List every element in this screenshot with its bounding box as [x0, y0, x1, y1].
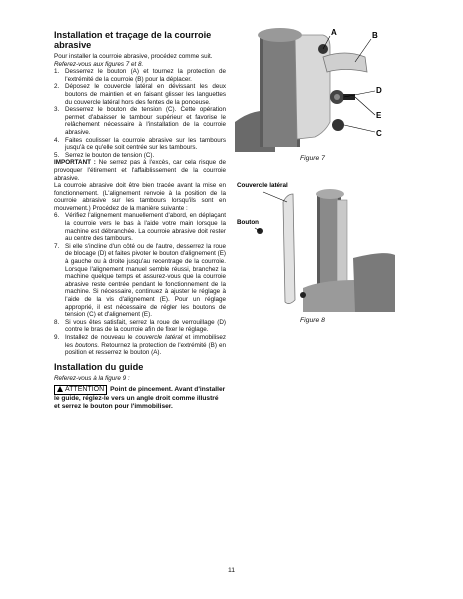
- section-title-belt: Installation et traçage de la courroie abrasive: [54, 30, 212, 50]
- figure-8-label-knob: Bouton: [237, 219, 260, 226]
- list-item: 6. Vérifiez l'alignement manuellement d'abord, en déplaçant la courroie vers le bas à l'aide votre main lorsque la machine est débranchée. La courroie abrasive doit rester au centre des tambours.: [54, 212, 226, 243]
- figure-8: [235, 180, 395, 312]
- figure-8-caption: Figure 8: [300, 317, 325, 324]
- warning-triangle-icon: [57, 386, 63, 392]
- figure-7-label-a: A: [331, 28, 337, 37]
- alignment-paragraph: La courroie abrasive doit être bien tracée avant la mise en fonctionnement. (L'alignement renvoie à la position de la courroie abrasive sur les tambours lorsqu'ils sont en mouvement.) Procédez de la manière suivante :: [54, 182, 226, 212]
- important-note: [54, 159, 226, 182]
- steps-list-2: [54, 212, 226, 356]
- figure-7: [235, 27, 395, 152]
- intro-figure-ref: Referez-vous aux figures 7 et 8.: [54, 60, 144, 68]
- figure-7-illustration: [235, 27, 395, 152]
- figure-7-label-b: B: [372, 31, 378, 40]
- guide-figure-ref: Referez-vous à la figure 9 :: [54, 374, 130, 382]
- attention-badge: ATTENTION: [54, 385, 107, 395]
- list-item: 3. Desserrez le bouton de tension (C). Cette opération permet d'abaisser le tambour supérieur et favorise le relâchement nécessaire à l'installation de la courroie abrasive.: [54, 106, 226, 136]
- figure-7-label-c: C: [376, 129, 382, 138]
- figure-7-caption: Figure 7: [300, 155, 325, 162]
- list-item: 2. Déposez le couvercle latéral en dévissant les deux boutons de maintien et en faisant glisser les languettes du couvercle latéral hors des fentes de la ponceuse.: [54, 83, 226, 106]
- important-text: Ne serrez pas à l'excès, car cela risque de provoquer l'étirement et l'affaiblissement de la courroie abrasive.: [54, 159, 227, 182]
- list-item: 7. Si elle s'incline d'un côté ou de l'autre, desserrez la roue de blocage (D) et faites pivoter le bouton d'alignement (E) à gauche ou à droite jusqu'au recentrage de la courroie. Lorsque l'alignement manuel semble réussi, branchez la machine quelque temps et assurez-vous que la courroie abrasive reste centrée pendant le fonctionnement de la machine. Si nécessaire, continuez à ajuster le réglage à l'aide de la vis d'alignement (E). Pour un réglage approprié, il est nécessaire de régler les boutons de tension (C) et d'alignement (E).: [54, 242, 226, 319]
- page-number: 11: [227, 567, 236, 574]
- intro-text: Pour installer la courroie abrasive, procédez comme suit.: [54, 53, 213, 60]
- figure-7-label-e: E: [376, 111, 382, 120]
- intro-paragraph: [54, 53, 226, 68]
- section-title-guide: Installation du guide: [54, 361, 144, 372]
- list-item: 1. Desserrez le bouton (A) et tournez la protection de l'extrémité de la courroie (B) pour la déplacer.: [54, 68, 226, 83]
- figure-7-label-d: D: [376, 86, 382, 95]
- attention-text: Point de pincement. Avant d'installer le guide, réglez-le vers un angle droit comme illustré et serrez le bouton pour l'immobiliser.: [54, 386, 226, 411]
- figure-8-illustration: [235, 180, 395, 312]
- text-column: [54, 30, 226, 411]
- list-item: 9. Installez de nouveau le couvercle latéral et immobilisez les boutons. Retournez la protection de l'extrémité (B) en position et resserrez le bouton (A).: [54, 333, 226, 357]
- list-item: 5. Serrez le bouton de tension (C).: [54, 151, 155, 159]
- list-item: 4. Faites coulisser la courroie abrasive sur les tambours jusqu'à ce qu'elle soit centrée sur les tambours.: [54, 136, 226, 152]
- list-item: 8. Si vous êtes satisfait, serrez la roue de verrouillage (D) contre le bras de la courroie afin de fixer le réglage.: [54, 318, 226, 334]
- important-label: IMPORTANT :: [54, 159, 96, 167]
- figure-8-label-cover: Couvercle latéral: [237, 182, 288, 189]
- steps-list-1: [54, 68, 226, 159]
- attention-warning: [54, 385, 226, 411]
